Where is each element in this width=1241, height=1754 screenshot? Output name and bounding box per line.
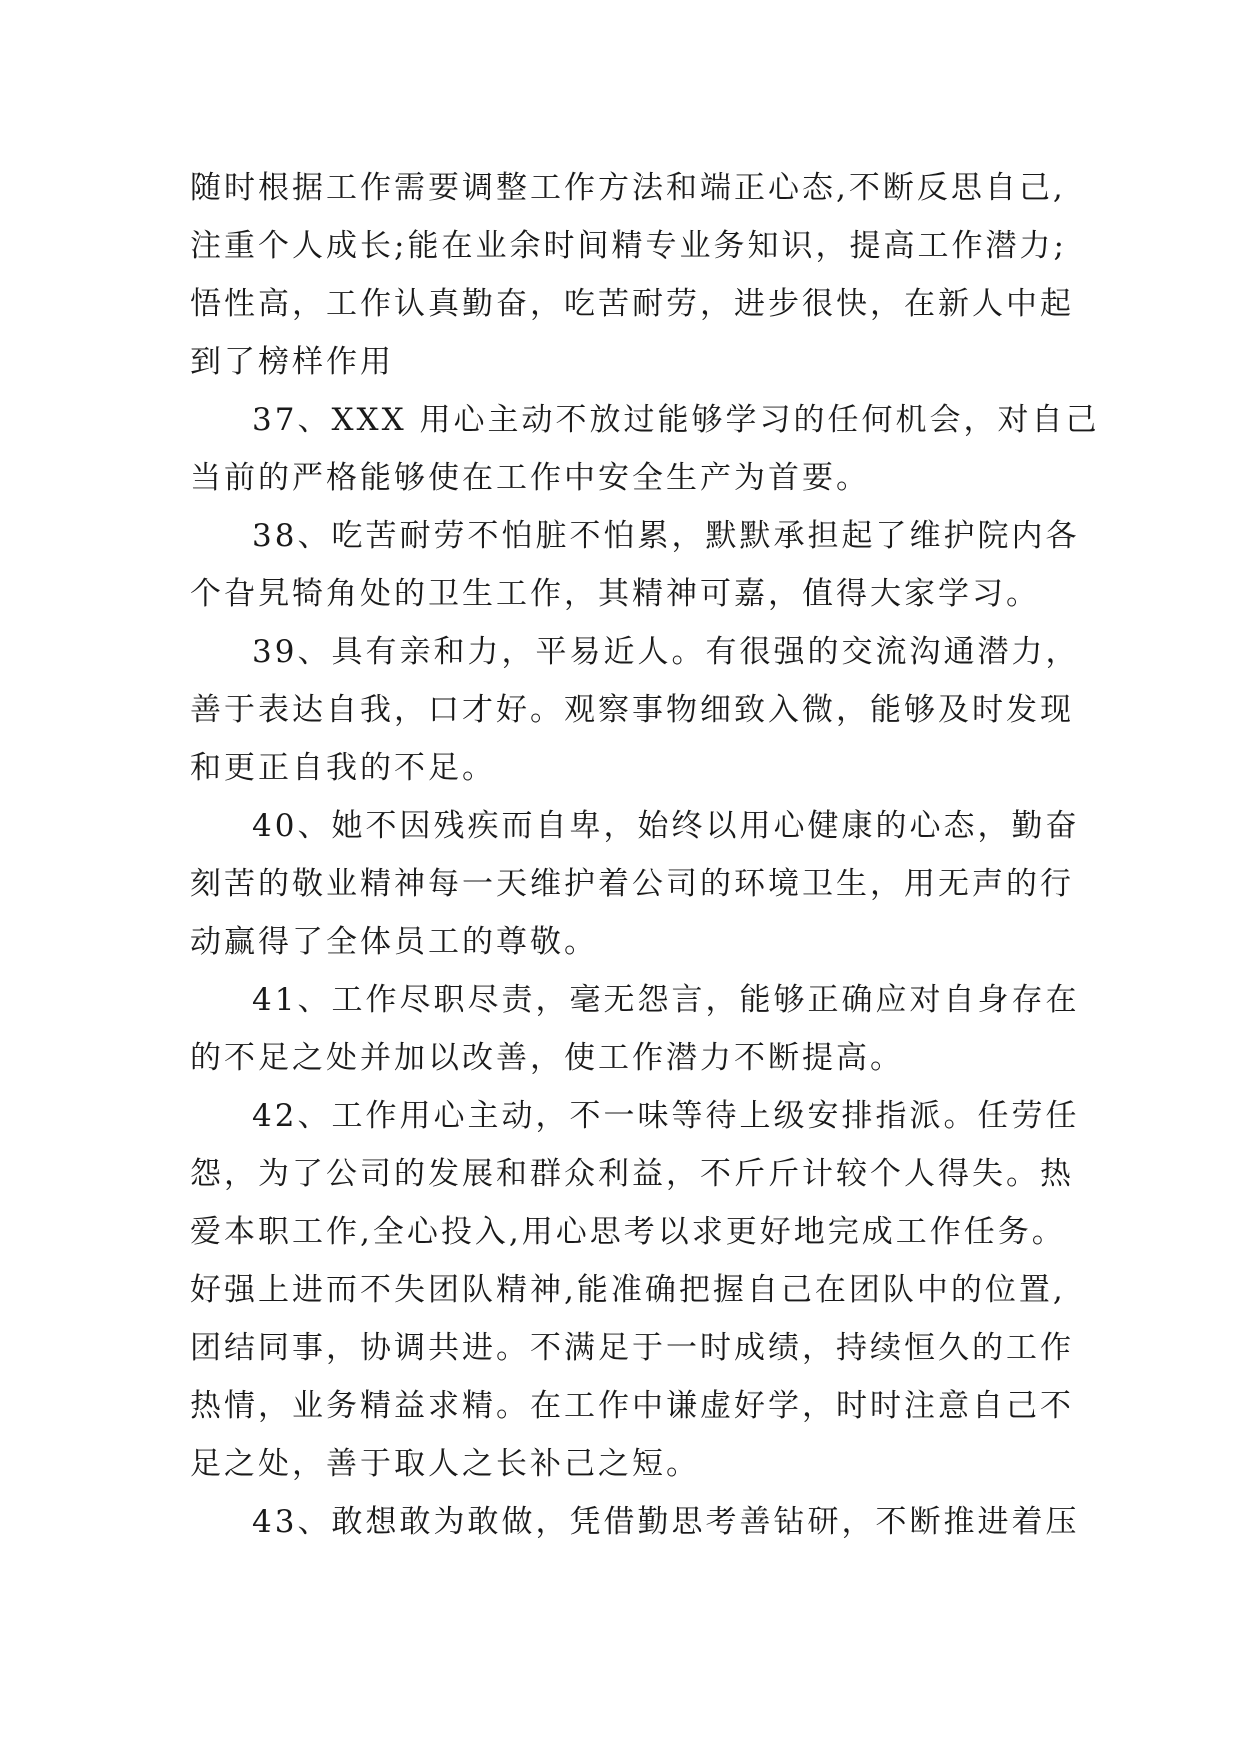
text-line: 注重个人成长;能在业余时间精专业务知识，提高工作潜力; [190, 228, 1067, 264]
text-line: 好强上进而不失团队精神,能准确把握自己在团队中的位置, [190, 1272, 1066, 1308]
text-line: 42、工作用心主动，不一味等待上级安排指派。任劳任 [252, 1098, 1080, 1134]
paragraph-continuation [190, 159, 1074, 391]
paragraph-40 [190, 797, 1080, 971]
paragraph-43 [190, 1493, 1080, 1551]
paragraph-41 [190, 971, 1080, 1087]
text-line: 团结同事，协调共进。不满足于一时成绩，持续恒久的工作 [190, 1330, 1074, 1366]
paragraph-39 [190, 623, 1080, 797]
text-line: 到了榜样作用 [190, 344, 394, 380]
text-line: 爱本职工作,全心投入,用心思考以求更好地完成工作任务。 [190, 1214, 1066, 1250]
text-line: 43、敢想敢为敢做，凭借勤思考善钻研，不断推进着压 [252, 1504, 1080, 1540]
document-body [190, 159, 1100, 1551]
text-line: 37、XXX 用心主动不放过能够学习的任何机会，对自己 [252, 402, 1100, 438]
text-line: 40、她不因残疾而自卑，始终以用心健康的心态，勤奋 [252, 808, 1080, 844]
text-line: 当前的严格能够使在工作中安全生产为首要。 [190, 460, 870, 496]
text-line: 的不足之处并加以改善，使工作潜力不断提高。 [190, 1040, 904, 1076]
text-line: 刻苦的敬业精神每一天维护着公司的环境卫生，用无声的行 [190, 866, 1074, 902]
text-line: 怨，为了公司的发展和群众利益，不斤斤计较个人得失。热 [190, 1156, 1074, 1192]
text-line: 41、工作尽职尽责，毫无怨言，能够正确应对自身存在 [252, 982, 1080, 1018]
text-line: 39、具有亲和力，平易近人。有很强的交流沟通潜力， [252, 634, 1080, 670]
text-line: 和更正自我的不足。 [190, 750, 496, 786]
text-line: 热情，业务精益求精。在工作中谦虚好学，时时注意自己不 [190, 1388, 1074, 1424]
text-line: 悟性高，工作认真勤奋，吃苦耐劳，进步很快，在新人中起 [190, 286, 1074, 322]
text-line: 38、吃苦耐劳不怕脏不怕累，默默承担起了维护院内各 [252, 518, 1080, 554]
text-line: 善于表达自我，口才好。观察事物细致入微，能够及时发现 [190, 692, 1074, 728]
text-line: 动赢得了全体员工的尊敬。 [190, 924, 598, 960]
paragraph-37 [190, 391, 1100, 507]
paragraph-38 [190, 507, 1080, 623]
text-line: 随时根据工作需要调整工作方法和端正心态,不断反思自己, [190, 170, 1066, 206]
text-line: 个旮旯犄角处的卫生工作，其精神可嘉，值得大家学习。 [190, 576, 1040, 612]
paragraph-42 [190, 1087, 1080, 1493]
text-line: 足之处，善于取人之长补己之短。 [190, 1446, 700, 1482]
